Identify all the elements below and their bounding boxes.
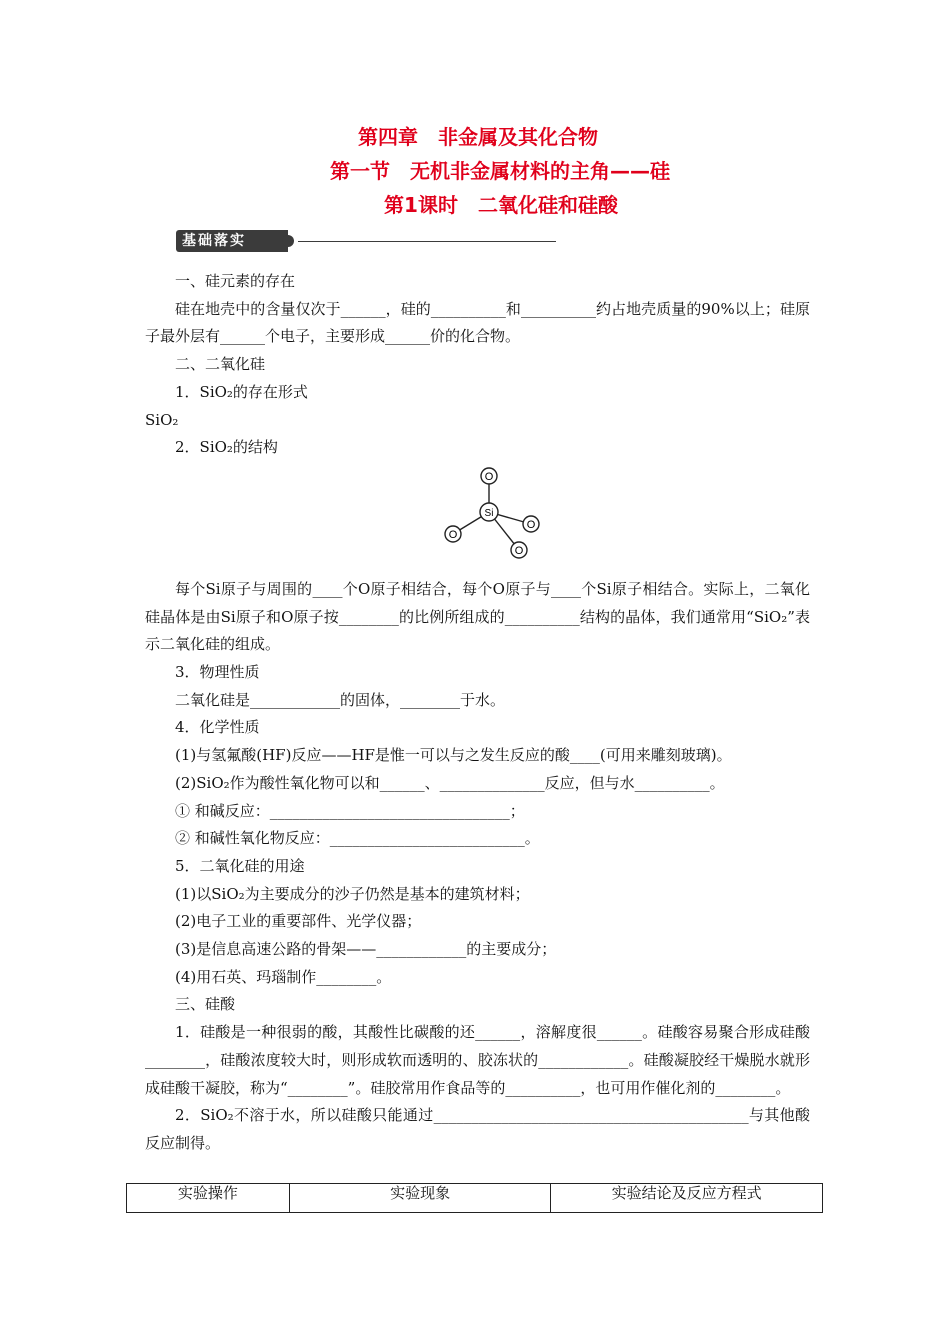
para-uses-2: (2)电子工业的重要部件、光学仪器； xyxy=(175,912,422,931)
para-silicon-existence: 硅在地壳中的含量仅次于______，硅的__________和__________约占地壳质量的90%以上；硅原子最外层有______个电子，主要形成______价的化合物。 xyxy=(145,299,810,346)
svg-text:O: O xyxy=(484,470,494,483)
section-tag: 基础落实 xyxy=(176,230,288,252)
table-header-cell: 实验结论及反应方程式 xyxy=(551,1184,823,1213)
subheading-existence-form: 1．SiO₂的存在形式 xyxy=(175,382,308,401)
oxygen-atom-top xyxy=(481,468,497,484)
para-chemical-1: (1)与氢氟酸(HF)反应——HF是惟一可以与之发生反应的酸____(可用来雕刻玻璃)。 xyxy=(175,746,732,765)
para-uses-4: (4)用石英、玛瑙制作________。 xyxy=(175,967,392,986)
lesson-title: 第1课时 二氧化硅和硅酸 xyxy=(384,193,618,217)
silicon-atom xyxy=(480,503,498,521)
para-silicic-acid-2: 2．SiO₂不溶于水，所以硅酸只能通过__________________________________________与其他酸反应制得。 xyxy=(145,1106,810,1152)
oxygen-atom-bottom xyxy=(511,542,527,558)
heading-sio2: 二、二氧化硅 xyxy=(175,355,266,374)
subheading-physical: 3．物理性质 xyxy=(175,663,260,682)
table-header-cell: 实验现象 xyxy=(289,1184,551,1213)
para-structure: 每个Si原子与周围的____个O原子相结合，每个O原子与____个Si原子相结合。实际上，二氧化硅晶体是由Si原子和O原子按________的比例所组成的__________结构的晶体，我们通常用“SiO₂”表示二氧化硅的组成。 xyxy=(145,579,810,654)
table-header-cell: 实验操作 xyxy=(127,1184,290,1213)
heading-silicon-existence: 一、硅元素的存在 xyxy=(175,272,296,290)
heading-silicic-acid: 三、硅酸 xyxy=(175,995,236,1014)
oxygen-atom-left xyxy=(445,526,461,542)
title-block xyxy=(0,120,950,222)
para-chemical-4: ② 和碱性氧化物反应：__________________________。 xyxy=(175,829,540,848)
svg-text:O: O xyxy=(448,528,458,541)
para-chemical-2: (2)SiO₂作为酸性氧化物可以和______、______________反应，但与水__________。 xyxy=(175,773,725,792)
sio2-label: SiO₂ xyxy=(145,410,179,429)
section-title: 第一节 无机非金属材料的主角——硅 xyxy=(330,159,670,183)
subheading-chemical: 4．化学性质 xyxy=(175,718,260,737)
subheading-uses: 5．二氧化硅的用途 xyxy=(175,856,305,875)
svg-text:O: O xyxy=(526,518,536,531)
para-uses-1: (1)以SiO₂为主要成分的沙子仍然是基本的建筑材料； xyxy=(175,884,530,903)
main-content xyxy=(145,268,810,1158)
svg-text:Si: Si xyxy=(484,507,494,519)
oxygen-atom-right xyxy=(523,516,539,532)
subheading-structure: 2．SiO₂的结构 xyxy=(175,438,278,457)
sio2-structure-diagram xyxy=(145,466,810,568)
para-silicic-acid-1: 1．硅酸是一种很弱的酸，其酸性比碳酸的还______，溶解度很______。硅酸容易聚合形成硅酸________，硅酸浓度较大时，则形成软而透明的、胶冻状的____________。硅酸凝胶经干燥脱水就形成硅酸干凝胶，称为“________”。硅胶常用作食品等的__________，也可用作催化剂的________。 xyxy=(145,1023,810,1097)
para-uses-3: (3)是信息高速公路的骨架——____________的主要成分； xyxy=(175,940,557,959)
divider-line xyxy=(298,241,556,242)
bullet-dot-icon xyxy=(282,235,294,247)
para-physical: 二氧化硅是____________的固体，________于水。 xyxy=(175,690,506,709)
svg-text:O: O xyxy=(514,544,524,557)
table-header-row xyxy=(127,1184,823,1213)
para-chemical-3: ① 和碱反应：________________________________； xyxy=(175,801,525,820)
section-banner xyxy=(176,230,576,252)
experiment-table xyxy=(126,1183,823,1213)
chapter-title: 第四章 非金属及其化合物 xyxy=(358,125,598,149)
